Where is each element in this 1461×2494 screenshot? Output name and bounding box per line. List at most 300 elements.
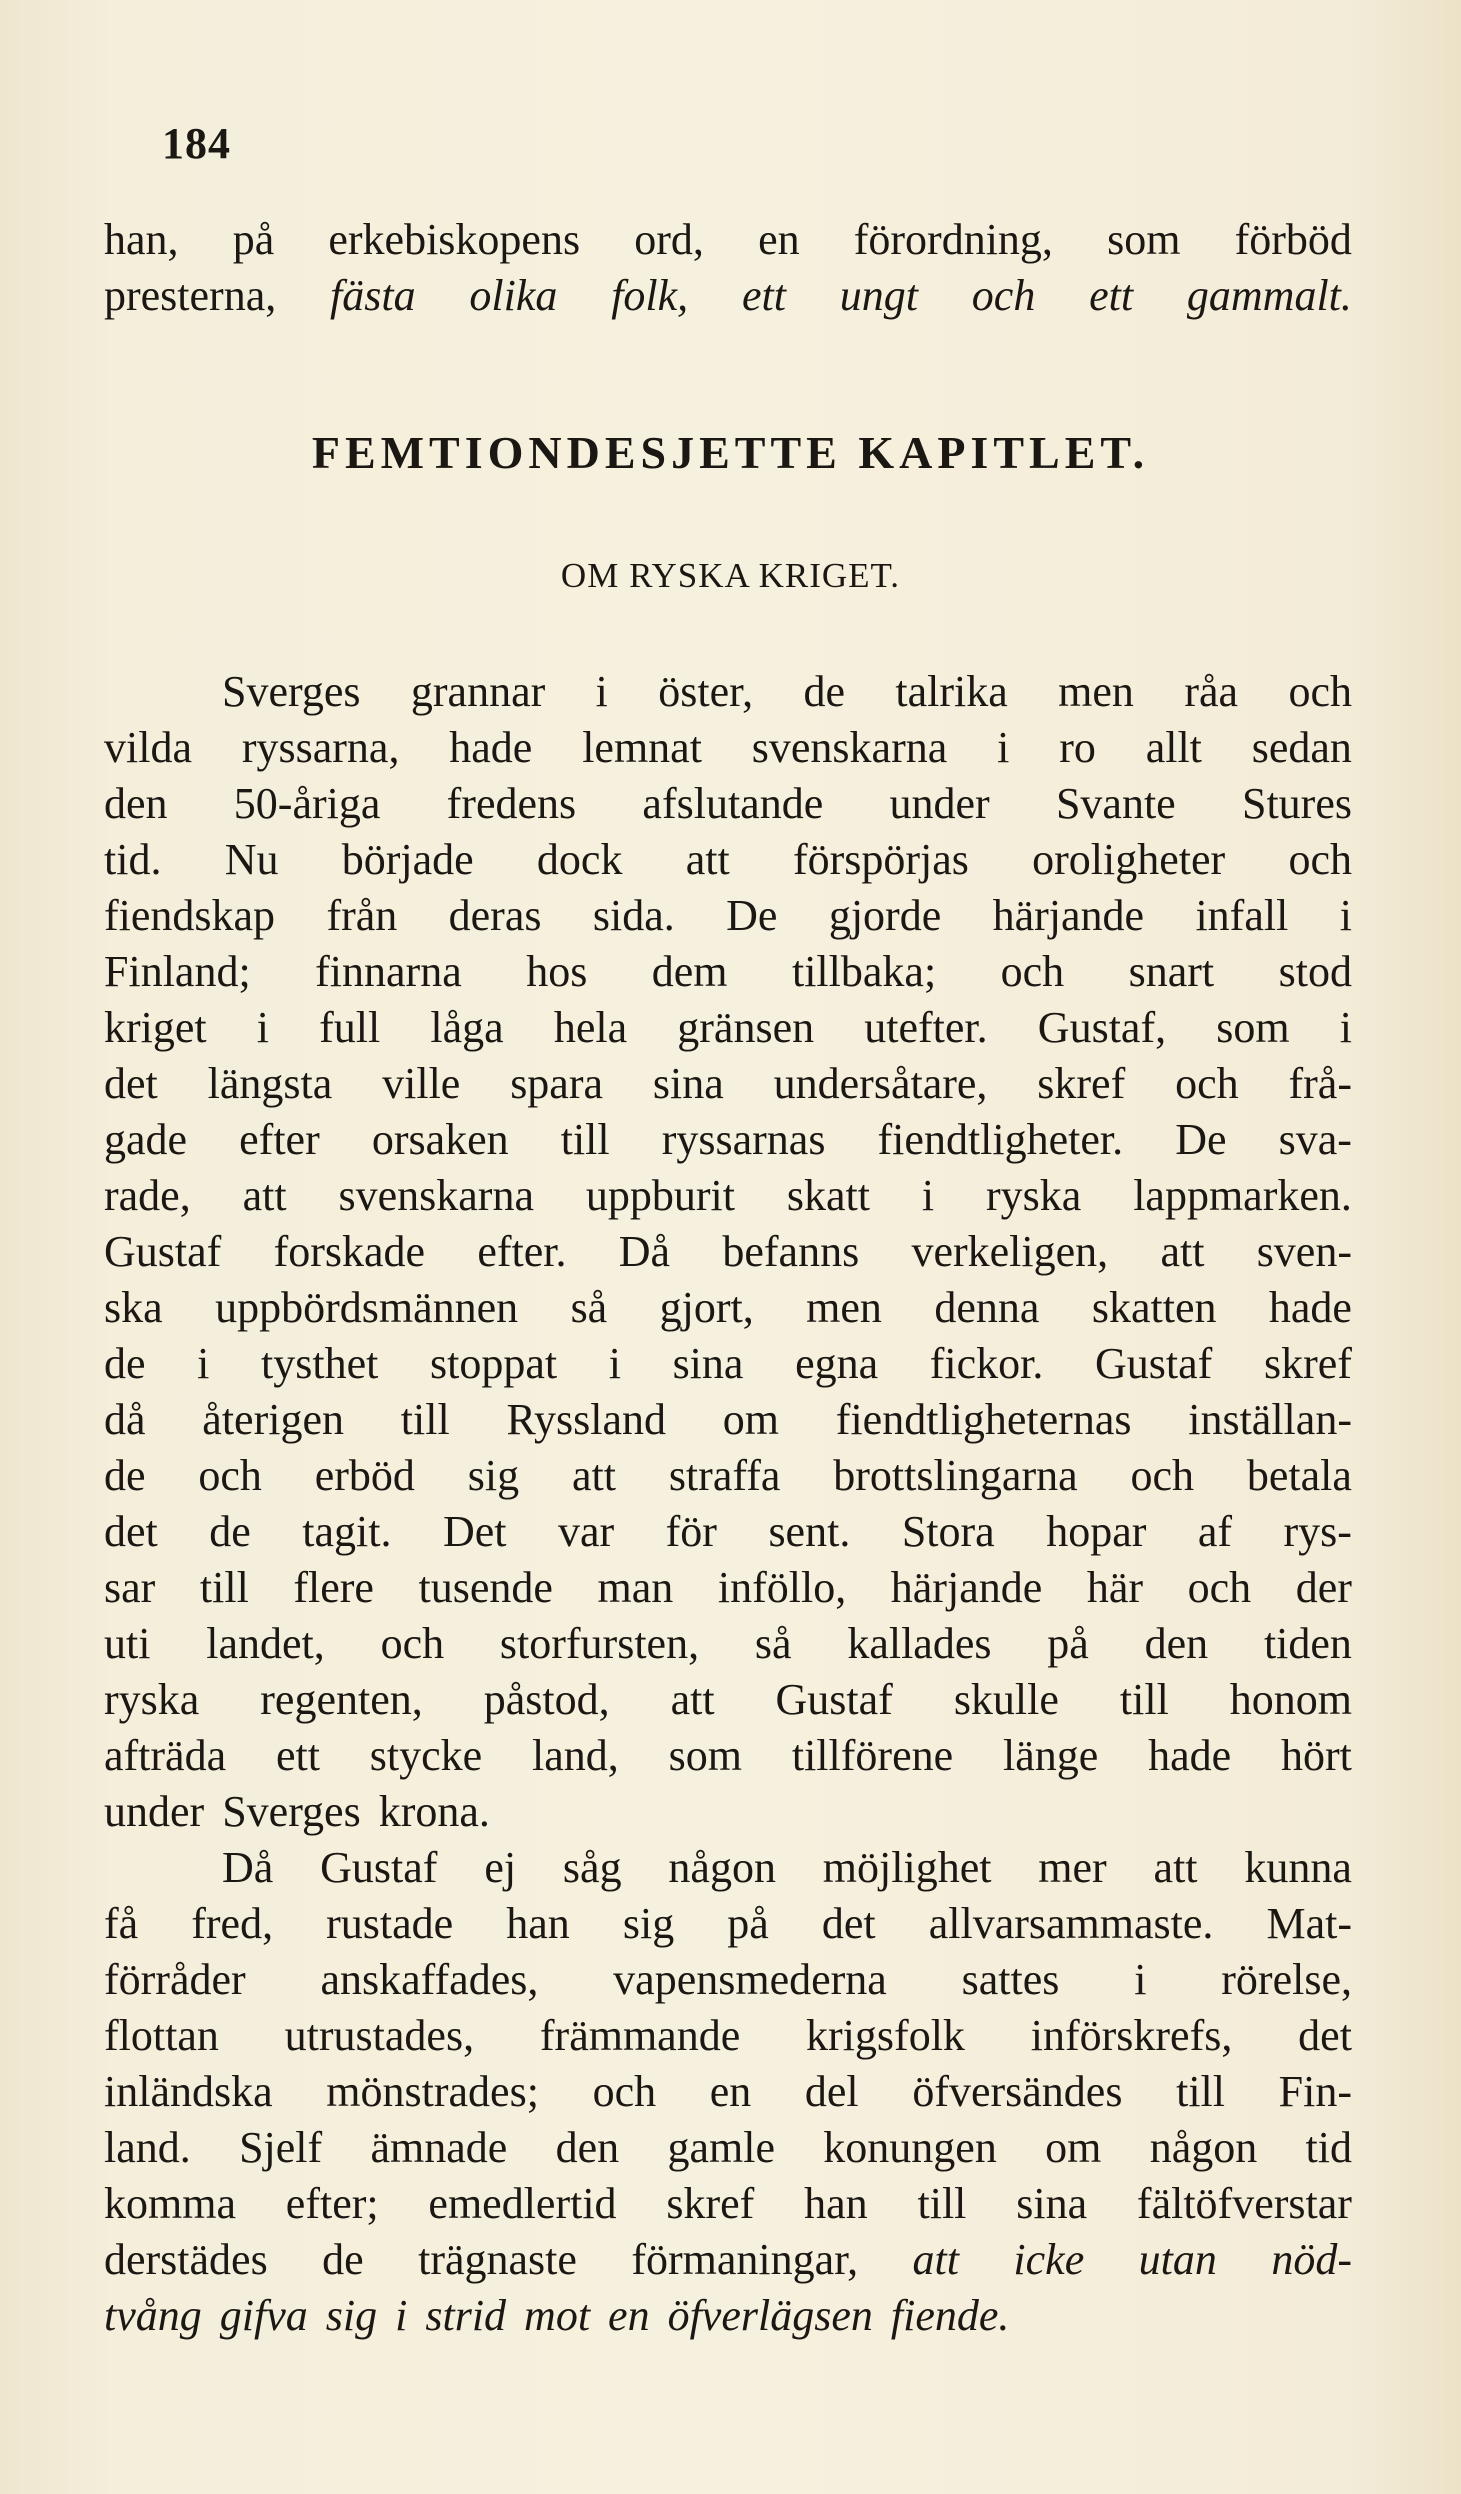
word: sven- [1256, 1227, 1352, 1276]
word: till [560, 1115, 610, 1164]
word: presterna, [104, 271, 277, 320]
word: Gustaf, [1037, 1003, 1167, 1052]
word: och [1288, 667, 1352, 716]
word: sina [1016, 2179, 1088, 2228]
word: uppburit [585, 1171, 735, 1220]
word: till [400, 1395, 450, 1444]
word: betala [1246, 1451, 1352, 1500]
text-line [104, 1168, 1352, 1224]
word: ett [1089, 271, 1134, 320]
word: han, [104, 215, 179, 264]
word: komma [104, 2179, 236, 2228]
word: lappmarken. [1133, 1171, 1352, 1220]
word: hela [553, 1003, 628, 1052]
word: ska [104, 1283, 163, 1332]
word: fickor. [929, 1339, 1044, 1388]
word: straffa [668, 1451, 781, 1500]
word: att [685, 835, 730, 884]
word: fredens [446, 779, 577, 828]
word: storfursten, [499, 1619, 700, 1668]
word: men [806, 1283, 882, 1332]
word: dock [536, 835, 623, 884]
word: mer [1038, 1843, 1107, 1892]
word: hade [1268, 1283, 1352, 1332]
word: och [380, 1619, 445, 1668]
word: ryssarna, [241, 723, 400, 772]
word: i [595, 667, 608, 716]
word: dem [651, 947, 728, 996]
word: gammalt. [1186, 271, 1352, 320]
word: i [921, 1171, 935, 1220]
word: krona. [378, 1787, 490, 1836]
word: för [665, 1507, 717, 1556]
word: det [104, 1059, 158, 1108]
word: Det [442, 1507, 507, 1556]
word: inländska [104, 2067, 273, 2116]
word: att [1153, 1843, 1198, 1892]
word: att [242, 1171, 287, 1220]
word: som [668, 1731, 743, 1780]
word: fästa [330, 271, 416, 320]
word: men [1058, 667, 1134, 716]
word: land. [104, 2123, 191, 2172]
text-line [104, 1672, 1352, 1728]
word: sina [672, 1339, 744, 1388]
word: landet, [206, 1619, 325, 1668]
text-line [104, 1056, 1352, 1112]
word: sida. [592, 891, 675, 940]
text-line [104, 1448, 1352, 1504]
word: inföllo, [717, 1563, 847, 1612]
text-line [104, 1896, 1352, 1952]
word: om [722, 1395, 780, 1444]
word: sedan [1251, 723, 1352, 772]
word: om [1045, 2123, 1102, 2172]
word: rade, [104, 1171, 191, 1220]
word: afträda [104, 1731, 227, 1780]
word: allvarsammaste. [928, 1899, 1214, 1948]
word: och [971, 271, 1036, 320]
word: vapensmederna [613, 1955, 887, 2004]
word: full [319, 1003, 381, 1052]
text-line [104, 2008, 1352, 2064]
word: undersåtare, [773, 1059, 988, 1108]
word: sattes [961, 1955, 1060, 2004]
text-line [104, 212, 1352, 268]
word: fred, [191, 1899, 274, 1948]
word: tid. [104, 835, 162, 884]
word: erkebiskopens [328, 215, 581, 264]
text-line [104, 664, 1352, 720]
word: krigsfolk [806, 2011, 965, 2060]
word: fiendtligheternas [835, 1395, 1132, 1444]
word: förböd [1234, 215, 1352, 264]
word: grannar [410, 667, 546, 716]
word: skref [1037, 1059, 1126, 1108]
word: skatten [1091, 1283, 1217, 1332]
word: Stures [1241, 779, 1352, 828]
word: att [1160, 1227, 1205, 1276]
text-line [104, 1560, 1352, 1616]
word: började [341, 835, 474, 884]
word: under [104, 1787, 205, 1836]
word: olika [469, 271, 558, 320]
word: införskrefs, [1030, 2011, 1233, 2060]
word: förordning, [853, 215, 1053, 264]
word: efter. [477, 1227, 567, 1276]
word: ungt [839, 271, 918, 320]
word: stycke [369, 1731, 483, 1780]
word: och [1130, 1451, 1194, 1500]
text-line [104, 2288, 1352, 2344]
word: hade [449, 723, 533, 772]
word: skref [666, 2179, 755, 2228]
word: De [1175, 1115, 1227, 1164]
text-line [104, 1840, 1352, 1896]
word: uppbördsmännen [215, 1283, 519, 1332]
word: utrustades, [284, 2011, 475, 2060]
word: ett [275, 1731, 320, 1780]
text-line [104, 2120, 1352, 2176]
text-line [104, 720, 1352, 776]
word: en [709, 2067, 752, 2116]
word: flere [293, 1563, 374, 1612]
word: från [326, 891, 398, 940]
word: talrika [895, 667, 1008, 716]
word: tillförene [791, 1731, 954, 1780]
word: fiendtligheter. [877, 1115, 1124, 1164]
word: Sverges [222, 667, 361, 716]
word: brottslingarna [833, 1451, 1078, 1500]
word: strid [425, 2291, 507, 2340]
word: mot [524, 2291, 591, 2340]
word: sig [325, 2291, 378, 2340]
word: der [1295, 1563, 1352, 1612]
text-line [104, 2064, 1352, 2120]
word: skulle [953, 1675, 1059, 1724]
word: svenskarna [338, 1171, 534, 1220]
word: sent. [768, 1507, 851, 1556]
word: så [570, 1283, 608, 1332]
word: Svante [1055, 779, 1176, 828]
word: låga [430, 1003, 504, 1052]
word: som [1216, 1003, 1290, 1052]
word: Gustaf [775, 1675, 893, 1724]
word: att [670, 1675, 715, 1724]
word: man [597, 1563, 674, 1612]
word: infall [1195, 891, 1289, 940]
word: honom [1229, 1675, 1352, 1724]
word: längsta [207, 1059, 333, 1108]
word: De [726, 891, 778, 940]
text-line [104, 2176, 1352, 2232]
word: snart [1128, 947, 1215, 996]
word: Mat- [1266, 1899, 1352, 1948]
word: frå- [1288, 1059, 1352, 1108]
chapter-subtitle: OM RYSKA KRIGET. [560, 556, 901, 595]
word: gjort, [659, 1283, 754, 1332]
text-line [104, 1280, 1352, 1336]
word: och [1187, 1563, 1252, 1612]
word: 50-åriga [233, 779, 381, 828]
word: till [1119, 1675, 1169, 1724]
word: kallades [847, 1619, 992, 1668]
word: stoppat [429, 1339, 558, 1388]
word: kriget [104, 1003, 207, 1052]
word: land, [532, 1731, 619, 1780]
word: råa [1184, 667, 1239, 716]
word: främmande [539, 2011, 741, 2060]
word: tiden [1263, 1619, 1352, 1668]
word: Finland; [104, 947, 251, 996]
word: fiende. [890, 2291, 1010, 2340]
word: på [232, 215, 275, 264]
word: gifva [219, 2291, 308, 2340]
word: rustade [326, 1899, 454, 1948]
word: förmaningar, [631, 2235, 859, 2284]
word: gränsen [677, 1003, 815, 1052]
word: och [1000, 947, 1065, 996]
word: folk, [611, 271, 689, 320]
word: i [997, 723, 1010, 772]
word: ej [484, 1843, 517, 1892]
word: gjorde [828, 891, 942, 940]
word: någon [668, 1843, 776, 1892]
word: kunna [1244, 1843, 1352, 1892]
word: emedlertid [428, 2179, 617, 2228]
word: förspörjas [792, 835, 969, 884]
word: sva- [1278, 1115, 1352, 1164]
word: och [1175, 1059, 1239, 1108]
text-line [104, 944, 1352, 1000]
word: de [803, 667, 845, 716]
word: rörelse, [1221, 1955, 1352, 2004]
word: öfversändes [912, 2067, 1123, 2116]
word: utan [1138, 2235, 1217, 2284]
word: ryssarnas [661, 1115, 826, 1164]
word: afslutande [642, 779, 824, 828]
word: en [608, 2291, 650, 2340]
word: lemnat [582, 723, 702, 772]
text-line [104, 1504, 1352, 1560]
page-number: 184 [162, 119, 231, 168]
word: det [104, 1507, 158, 1556]
intro-text [104, 212, 1352, 324]
word: fältöfverstar [1136, 2179, 1352, 2228]
word: Sverges [222, 1787, 361, 1836]
word: påstod, [483, 1675, 610, 1724]
word: de [209, 1507, 251, 1556]
word: egna [795, 1339, 879, 1388]
text-line [104, 2232, 1352, 2288]
word: Ryssland [506, 1395, 667, 1444]
word: härjande [890, 1563, 1043, 1612]
word: hos [526, 947, 588, 996]
word: den [555, 2123, 620, 2172]
word: i [197, 1339, 210, 1388]
word: hade [1148, 1731, 1232, 1780]
word: del [804, 2067, 859, 2116]
word: ryska [986, 1171, 1082, 1220]
word: gade [104, 1115, 188, 1164]
text-line [104, 1336, 1352, 1392]
text-line [104, 1616, 1352, 1672]
word: skref [1263, 1339, 1352, 1388]
word: han [804, 2179, 868, 2228]
word: då [104, 1395, 146, 1444]
word: Gustaf [320, 1843, 438, 1892]
word: ämnade [370, 2123, 508, 2172]
word: sar [104, 1563, 156, 1612]
word: och [592, 2067, 657, 2116]
word: i [1134, 1955, 1147, 2004]
word: på [1047, 1619, 1089, 1668]
word: regenten, [260, 1675, 423, 1724]
word: en [758, 215, 800, 264]
word: allt [1145, 723, 1202, 772]
text-line [104, 832, 1352, 888]
word: i [608, 1339, 621, 1388]
word: spara [510, 1059, 604, 1108]
word: så [754, 1619, 792, 1668]
word: den [104, 779, 168, 828]
word: på [727, 1899, 769, 1948]
word: någon [1149, 2123, 1258, 2172]
word: trägnaste [418, 2235, 577, 2284]
word: uti [104, 1619, 151, 1668]
word: till [1176, 2067, 1225, 2116]
word: ett [741, 271, 786, 320]
word: skatt [786, 1171, 870, 1220]
word: tillbaka; [791, 947, 937, 996]
word: Då [618, 1227, 671, 1276]
word: sig [622, 1899, 675, 1948]
word: hört [1281, 1731, 1352, 1780]
word: forskade [273, 1227, 426, 1276]
word: efter; [285, 2179, 379, 2228]
word: öster, [658, 667, 754, 716]
text-line [104, 1952, 1352, 2008]
word: oroligheter [1032, 835, 1226, 884]
word: icke [1013, 2235, 1085, 2284]
chapter-title: FEMTIONDESJETTE KAPITLET. [311, 427, 1150, 478]
word: deras [448, 891, 542, 940]
body-text [104, 664, 1352, 2344]
word: och [1288, 835, 1352, 884]
word: Då [222, 1843, 274, 1892]
word: mönstrades; [326, 2067, 539, 2116]
word: att [912, 2235, 959, 2284]
word: till [917, 2179, 967, 2228]
word: derstädes [104, 2235, 268, 2284]
text-line [104, 1000, 1352, 1056]
word: flottan [104, 2011, 219, 2060]
word: hopar [1046, 1507, 1147, 1556]
word: Fin- [1278, 2067, 1352, 2116]
word: länge [1002, 1731, 1099, 1780]
word: Gustaf [1095, 1339, 1213, 1388]
word: konungen [823, 2123, 997, 2172]
text-line [104, 1112, 1352, 1168]
word: under [889, 779, 990, 828]
word: att [571, 1451, 616, 1500]
text-line [104, 268, 1352, 324]
word: den [1144, 1619, 1209, 1668]
word: tvång [104, 2291, 202, 2340]
word: i [1339, 1003, 1352, 1052]
word: de [104, 1339, 146, 1388]
word: orsaken [371, 1115, 509, 1164]
word: efter [239, 1115, 320, 1164]
word: öfverlägsen [667, 2291, 873, 2340]
word: befanns [722, 1227, 860, 1276]
word: sina [652, 1059, 724, 1108]
word: här [1086, 1563, 1144, 1612]
text-line [104, 1224, 1352, 1280]
word: gamle [667, 2123, 775, 2172]
word: sig [467, 1451, 520, 1500]
word: ville [382, 1059, 461, 1108]
word: var [557, 1507, 615, 1556]
word: nöd- [1271, 2235, 1352, 2284]
word: inställan- [1188, 1395, 1352, 1444]
word: utefter. [864, 1003, 988, 1052]
word: denna [934, 1283, 1040, 1332]
text-line [104, 776, 1352, 832]
word: finnarna [315, 947, 462, 996]
word: ord, [634, 215, 704, 264]
word: tusende [418, 1563, 553, 1612]
word: af [1197, 1507, 1233, 1556]
word: anskaffades, [320, 1955, 539, 2004]
word: ro [1059, 723, 1096, 772]
text-line [104, 1784, 1352, 1840]
word: det [821, 1899, 876, 1948]
word: erböd [314, 1451, 415, 1500]
word: ryska [104, 1675, 200, 1724]
word: tagit. [302, 1507, 392, 1556]
word: förråder [104, 1955, 246, 2004]
word: i [395, 2291, 408, 2340]
word: få [104, 1899, 139, 1948]
word: som [1107, 215, 1181, 264]
word: i [256, 1003, 270, 1052]
word: vilda [104, 723, 192, 772]
word: de [322, 2235, 364, 2284]
word: möjlighet [822, 1843, 992, 1892]
word: rys- [1283, 1507, 1352, 1556]
word: Stora [901, 1507, 995, 1556]
word: såg [562, 1843, 622, 1892]
word: härjande [992, 891, 1145, 940]
word: Gustaf [104, 1227, 222, 1276]
text-line [104, 1392, 1352, 1448]
word: svenskarna [751, 723, 948, 772]
word: han [506, 1899, 570, 1948]
text-line [104, 888, 1352, 944]
word: och [198, 1451, 262, 1500]
word: de [104, 1451, 146, 1500]
word: det [1298, 2011, 1352, 2060]
word: verkeligen, [911, 1227, 1109, 1276]
word: till [199, 1563, 249, 1612]
word: återigen [202, 1395, 344, 1444]
word: Sjelf [239, 2123, 323, 2172]
word: stod [1278, 947, 1352, 996]
word: i [1339, 891, 1352, 940]
text-line [104, 1728, 1352, 1784]
word: tysthet [261, 1339, 379, 1388]
